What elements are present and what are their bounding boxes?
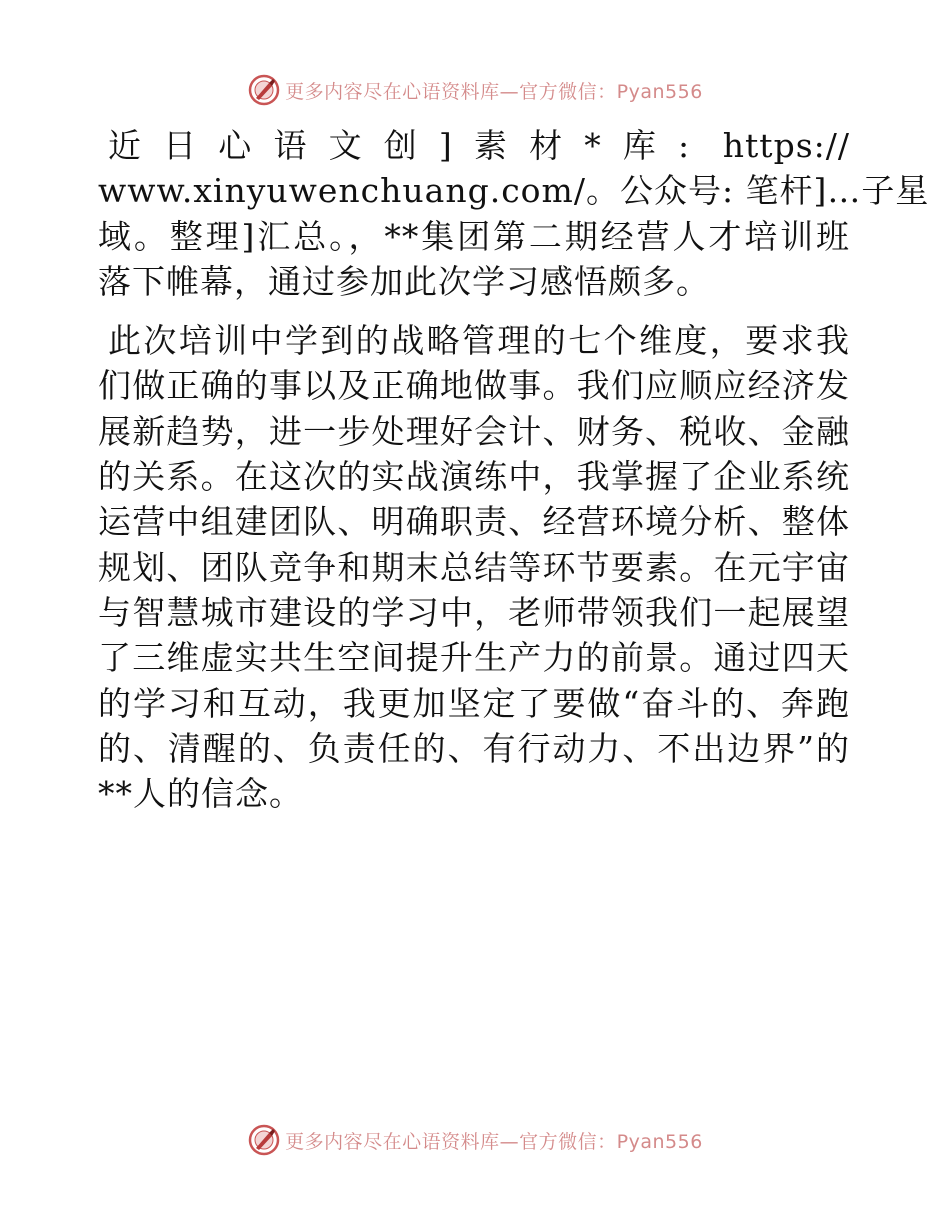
footer-watermark (0, 1120, 950, 1160)
text-line: 与智慧城市建设的学习中，老师带领我们一起展望 (98, 592, 850, 632)
pen-seal-icon (247, 1123, 281, 1157)
text-line: 域。整理]汇总。，**集团第二期经营人才培训班 (98, 216, 850, 256)
text-line: 的、清醒的、负责任的、有行动力、不出边界”的 (98, 728, 850, 768)
text-line: 的学习和互动，我更加坚定了要做“奋斗的、奔跑 (98, 683, 850, 723)
text-line: 了三维虚实共生空间提升生产力的前景。通过四天 (98, 638, 850, 678)
text-line: **人的信念。 (98, 774, 303, 814)
text-line: 的关系。在这次的实战演练中，我掌握了企业系统 (98, 457, 850, 497)
watermark-text: 更多内容尽在心语资料库—官方微信：Pyan556 (285, 1130, 703, 1153)
text-line: 们做正确的事以及正确地做事。我们应顺应经济发 (98, 366, 850, 406)
text-line: 近日心语文创]素材*库: https:// (108, 126, 850, 165)
text-line: www.xinyuwenchuang.com/。公众号: 笔杆]…子星 (98, 171, 930, 211)
watermark-text: 更多内容尽在心语资料库—官方微信：Pyan556 (285, 80, 703, 103)
paragraph-1 (98, 123, 930, 304)
text-line: 此次培训中学到的战略管理的七个维度，要求我 (108, 321, 850, 361)
text-line: 运营中组建团队、明确职责、经营环境分析、整体 (98, 502, 850, 542)
pen-seal-icon (247, 73, 281, 107)
paragraph-2 (98, 318, 850, 816)
header-watermark (0, 70, 950, 110)
text-line: 落下帷幕，通过参加此次学习感悟颇多。 (98, 261, 710, 301)
document-body (98, 123, 930, 816)
text-line: 展新趋势，进一步处理好会计、财务、税收、金融 (98, 411, 850, 451)
text-line: 规划、团队竞争和期末总结等环节要素。在元宇宙 (98, 547, 850, 587)
